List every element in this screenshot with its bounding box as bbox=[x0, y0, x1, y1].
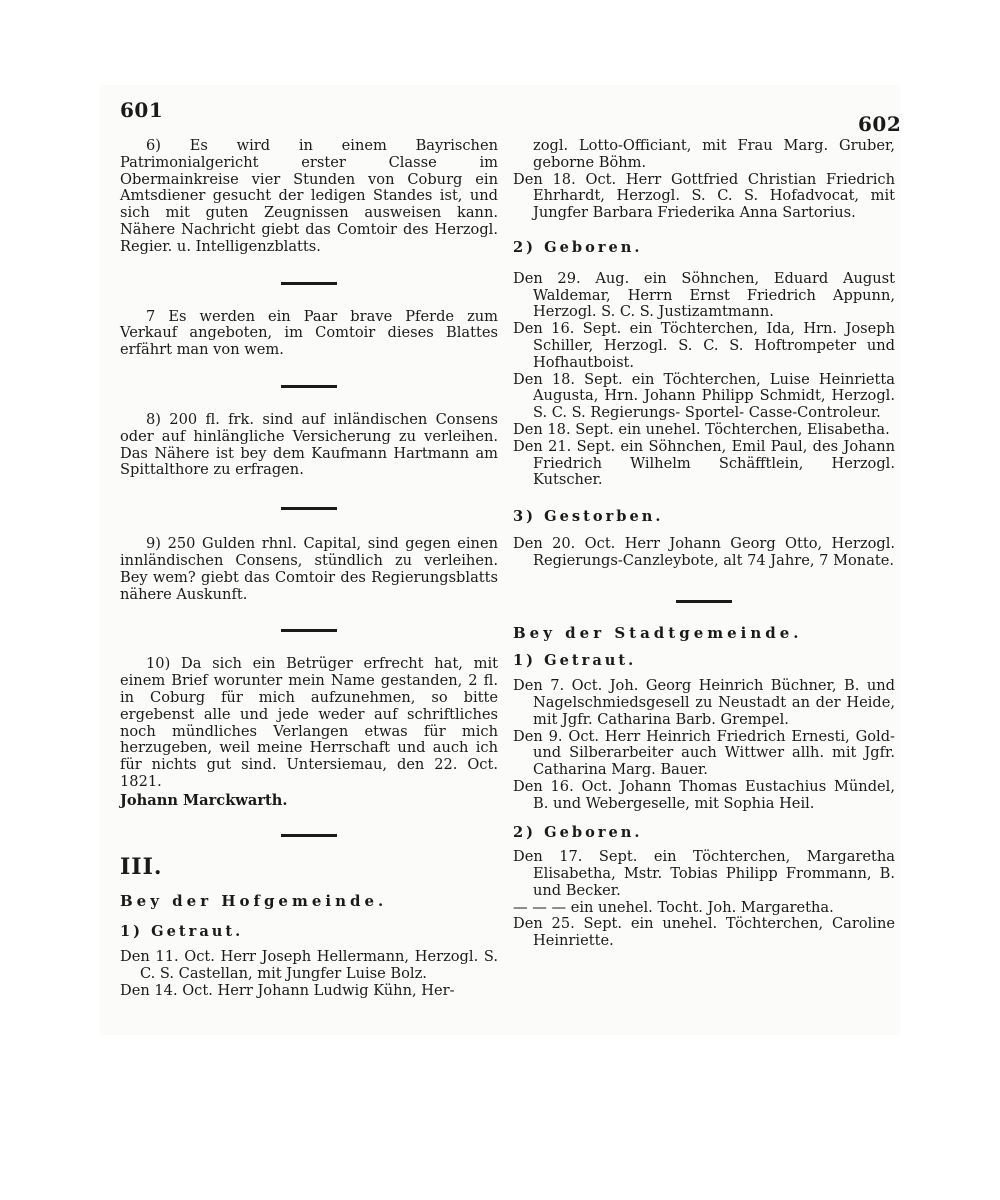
notice-10: 10) Da sich ein Betrüger erfrecht hat, mit einem Brief worunter mein Name gestanden, 2 fl. in Coburg für mich aufzunehmen, so bitte ergebenst alle und jede weder auf schriftliches noch mündliches Verlangen etwas für mich herzugeben, weil meine Herrschaft und auch ich für nichts gut sind. Untersiemau, den 22. Oct. 1821. bbox=[120, 655, 498, 790]
section-numeral: III. bbox=[120, 853, 163, 880]
notice-8: 8) 200 fl. frk. sind auf inländischen Consens oder auf hinlängliche Versicherung zu verleihen. Das Nähere ist bey dem Kaufmann Hartmann am Spittalthore zu erfragen. bbox=[120, 410, 498, 479]
notice-6: 6) Es wird in einem Bayrischen Patrimonialgericht erster Classe im Obermainkreise vier Stunden von Coburg ein Amtsdiener gesucht der ledigen Standes ist, und sich mit guten Zeugnissen ausweisen kann. Nähere Nachricht giebt das Comtoir des Herzogl. Regier. u. Intelligenzblatts. bbox=[120, 137, 498, 255]
divider bbox=[281, 282, 337, 285]
register-entry: zogl. Lotto-Officiant, mit Frau Marg. Gruber, geborne Böhm. bbox=[533, 137, 895, 171]
page-number-left: 601 bbox=[120, 98, 164, 122]
register-entry: Den 18. Sept. ein Töchterchen, Luise Heinrietta Augusta, Hrn. Johann Philipp Schmidt, Herzogl. S. C. S. Regierungs- Sportel- Casse-Controleur. bbox=[513, 370, 895, 422]
right-column bbox=[513, 138, 895, 950]
register-entry: Den 7. Oct. Joh. Georg Heinrich Büchner, B. und Nagelschmiedsgesell zu Neustadt an der Heide, mit Jgfr. Catharina Barb. Grempel. bbox=[513, 677, 895, 728]
register-entry: Den 21. Sept. ein Söhnchen, Emil Paul, des Johann Friedrich Wilhelm Schäfftlein, Herzogl. Kutscher. bbox=[513, 437, 895, 489]
register-entry: Den 17. Sept. ein Töchterchen, Margaretha Elisabetha, Mstr. Tobias Philipp Frommann, B. und Becker. bbox=[513, 848, 895, 899]
register-entry: — — — ein unehel. Tocht. Joh. Margaretha. bbox=[513, 898, 834, 916]
register-entry: Den 20. Oct. Herr Johann Georg Otto, Herzogl. Regierungs-Canzleybote, alt 74 Jahre, 7 Monate. bbox=[513, 534, 895, 569]
signature: Johann Marckwarth. bbox=[120, 791, 288, 809]
section-title-stadtgemeinde: Bey der Stadtgemeinde. bbox=[513, 623, 803, 642]
subsection-getraut-2: 1) Getraut. bbox=[513, 652, 637, 670]
subsection-geboren-2: 2) Geboren. bbox=[513, 823, 643, 841]
divider bbox=[281, 629, 337, 632]
notice-9: 9) 250 Gulden rhnl. Capital, sind gegen einen innländischen Consens, stündlich zu verleihen. Bey wem? giebt das Comtoir des Regierungsblatts nähere Auskunft. bbox=[120, 535, 498, 603]
section-title: Bey der Hofgemeinde. bbox=[120, 892, 388, 911]
notice-7: 7 Es werden ein Paar brave Pferde zum Verkauf angeboten, im Comtoir dieses Blattes erfährt man von wem. bbox=[120, 307, 498, 359]
register-entry: Den 16. Oct. Johann Thomas Eustachius Mündel, B. und Webergeselle, mit Sophia Heil. bbox=[513, 777, 895, 812]
divider bbox=[281, 834, 337, 837]
subsection-gestorben: 3) Gestorben. bbox=[513, 508, 664, 526]
left-column bbox=[120, 138, 498, 999]
register-entry: Den 11. Oct. Herr Joseph Hellermann, Herzogl. S. C. S. Castellan, mit Jungfer Luise Bolz. bbox=[120, 947, 498, 982]
page-number-right: 602 bbox=[858, 112, 902, 136]
register-entry: Den 29. Aug. ein Söhnchen, Eduard August Waldemar, Herrn Ernst Friedrich Appunn, Herzogl. S. C. S. Justizamtmann. bbox=[513, 269, 895, 321]
subsection-getraut: 1) Getraut. bbox=[120, 923, 244, 941]
divider bbox=[676, 600, 732, 603]
divider bbox=[281, 507, 337, 510]
register-entry: Den 16. Sept. ein Töchterchen, Ida, Hrn. Joseph Schiller, Herzogl. S. C. S. Hoftrompeter und Hofhautboist. bbox=[513, 320, 895, 371]
register-entry: Den 9. Oct. Herr Heinrich Friedrich Ernesti, Gold- und Silberarbeiter auch Wittwer allh. mit Jgfr. Catharina Marg. Bauer. bbox=[513, 727, 895, 779]
register-entry: Den 14. Oct. Herr Johann Ludwig Kühn, Her- bbox=[120, 981, 455, 999]
subsection-geboren: 2) Geboren. bbox=[513, 238, 643, 256]
register-entry: Den 18. Sept. ein unehel. Töchterchen, Elisabetha. bbox=[513, 420, 890, 438]
register-entry: Den 25. Sept. ein unehel. Töchterchen, Caroline Heinriette. bbox=[513, 915, 895, 950]
register-entry: Den 18. Oct. Herr Gottfried Christian Friedrich Ehrhardt, Herzogl. S. C. S. Hofadvocat, mit Jungfer Barbara Friederika Anna Sartorius. bbox=[513, 170, 895, 222]
divider bbox=[281, 385, 337, 388]
